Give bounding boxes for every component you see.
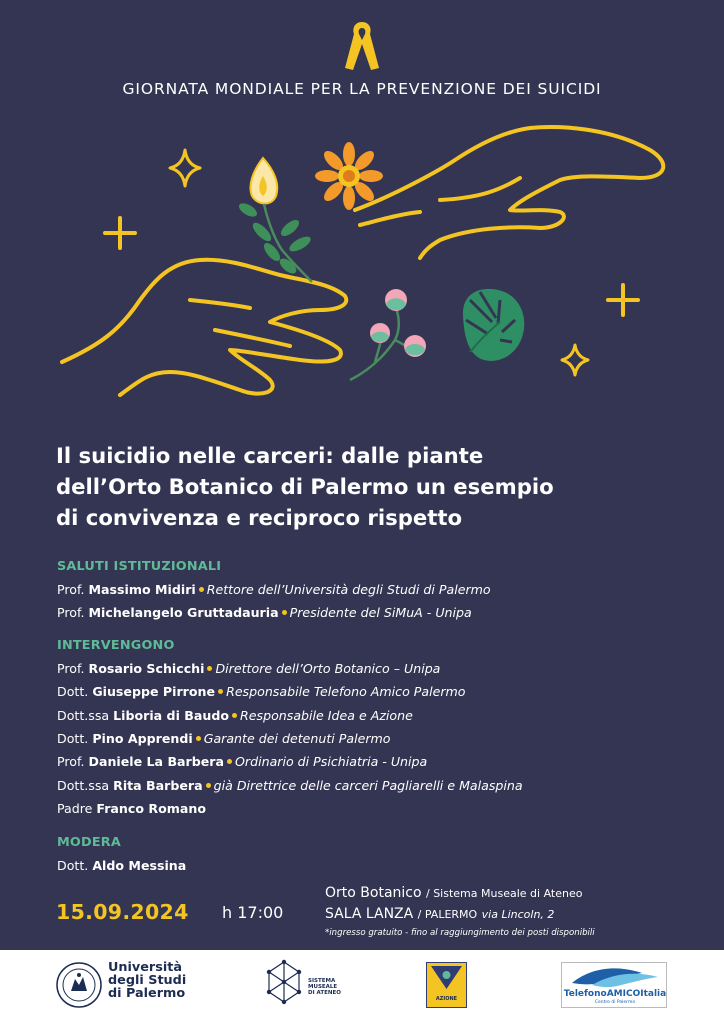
speaker-row (57, 731, 391, 746)
event-date: 15.09.2024 (56, 900, 189, 924)
speaker-name: Giuseppe Pirrone (92, 684, 216, 699)
venue-name: Orto Botanico (325, 885, 422, 901)
speaker-role: Presidente del SiMuA - Unipa (289, 605, 472, 620)
speaker-role: già Direttrice delle carceri Pagliarelli e Malaspina (213, 778, 523, 793)
speaker-name: Liboria di Baudo (113, 708, 230, 723)
speaker-name: Pino Apprendi (92, 731, 193, 746)
unipa-seal-logo (55, 961, 103, 1009)
bullet-dot-icon (199, 587, 204, 592)
speaker-role: Ordinario di Psichiatria - Unipa (235, 754, 428, 769)
speaker-row (57, 801, 206, 816)
unipa-wordmark (108, 961, 186, 1000)
speaker-role: Responsabile Telefono Amico Palermo (226, 684, 466, 699)
speaker-name: Daniele La Barbera (88, 754, 225, 769)
venue-city: / PALERMO (417, 908, 478, 921)
headline-line: Il suicidio nelle carceri: dalle piante (56, 443, 484, 468)
simua-wordmark-line: SISTEMA (308, 978, 336, 984)
speaker-name: Rita Barbera (113, 778, 203, 793)
bullet-dot-icon (207, 666, 212, 671)
candle-flame-plant (237, 158, 313, 282)
hands-and-plants-illustration (0, 110, 724, 440)
bullet-dot-icon (227, 759, 232, 764)
section-heading-modera: MODERA (57, 835, 121, 850)
venue-room: SALA LANZA (325, 906, 414, 922)
speaker-name: Franco Romano (96, 801, 206, 816)
venue-detail: / Sistema Museale di Ateneo (426, 887, 583, 900)
awareness-ribbon-icon (337, 18, 387, 74)
speaker-title: Prof. (57, 605, 85, 620)
bullet-dot-icon (206, 783, 211, 788)
speaker-role: Garante dei detenuti Palermo (203, 731, 391, 746)
bullet-dot-icon (196, 736, 201, 741)
venue-address: via Lincoln, 2 (481, 908, 555, 921)
monstera-leaf (463, 289, 524, 361)
headline (56, 440, 696, 533)
speaker-row (57, 778, 523, 793)
sparkle-icon (170, 150, 200, 186)
upper-hand-outline (355, 127, 663, 258)
speaker-title: Prof. (57, 754, 85, 769)
event-time: h 17:00 (222, 903, 284, 922)
simua-network-logo (263, 958, 305, 1006)
entry-note: *ingresso gratuito - fino al raggiungimento dei posti disponibili (325, 928, 595, 938)
speaker-title: Dott.ssa (57, 708, 110, 723)
speaker-name: Aldo Messina (92, 858, 187, 873)
speaker-role: Direttore dell’Orto Botanico – Unipa (215, 661, 441, 676)
speaker-title: Prof. (57, 661, 85, 676)
speaker-row (57, 684, 466, 699)
telefono-amico-wordmark: TelefonoAMICOItalia (563, 989, 667, 999)
speaker-row (57, 582, 491, 597)
speaker-title: Dott.ssa (57, 778, 110, 793)
plus-sparkle-icon (105, 218, 135, 248)
speaker-row (57, 661, 440, 676)
speaker-title: Dott. (57, 684, 89, 699)
event-title: GIORNATA MONDIALE PER LA PREVENZIONE DEI SUICIDI (122, 80, 602, 98)
speaker-title: Dott. (57, 731, 89, 746)
plus-sparkle-icon (608, 285, 638, 315)
speaker-title: Padre (57, 801, 93, 816)
bullet-dot-icon (282, 610, 287, 615)
unipa-wordmark-line: Università (108, 960, 182, 975)
sparkle-icon (562, 345, 588, 375)
bullet-dot-icon (232, 713, 237, 718)
simua-wordmark (308, 978, 341, 997)
azione-label: AZIONE (435, 996, 458, 1002)
section-heading-saluti: SALUTI ISTITUZIONALI (57, 559, 222, 574)
telefono-amico-hands-icon (562, 963, 666, 989)
section-heading-intervengono: INTERVENGONO (57, 638, 175, 653)
speaker-name: Rosario Schicchi (88, 661, 205, 676)
pink-buds-plant (350, 289, 426, 380)
speaker-title: Dott. (57, 858, 89, 873)
telefono-amico-subtitle: Centro di Palermo (594, 1000, 636, 1005)
simua-wordmark-line: MUSEALE (308, 984, 338, 991)
speaker-name: Massimo Midiri (88, 582, 196, 597)
venue-room-line (325, 906, 554, 922)
simua-wordmark-line: DI ATENEO (308, 990, 341, 997)
speaker-row (57, 605, 472, 620)
bullet-dot-icon (218, 689, 223, 694)
speaker-name: Michelangelo Gruttadauria (88, 605, 279, 620)
speaker-role: Rettore dell’Università degli Studi di Palermo (206, 582, 491, 597)
speaker-row (57, 858, 186, 873)
lower-hand-outline (62, 260, 346, 395)
daisy-flower (315, 142, 383, 210)
speaker-row (57, 754, 427, 769)
speaker-role: Responsabile Idea e Azione (240, 708, 413, 723)
speaker-title: Prof. (57, 582, 85, 597)
azione-emblem-icon (427, 963, 466, 993)
headline-line: di convivenza e reciproco rispetto (56, 505, 463, 530)
speaker-row (57, 708, 413, 723)
venue-place (325, 885, 582, 901)
headline-line: dell’Orto Botanico di Palermo un esempio (56, 474, 554, 499)
unipa-wordmark-line: degli Studi (108, 973, 187, 988)
unipa-wordmark-line: di Palermo (108, 986, 186, 1001)
